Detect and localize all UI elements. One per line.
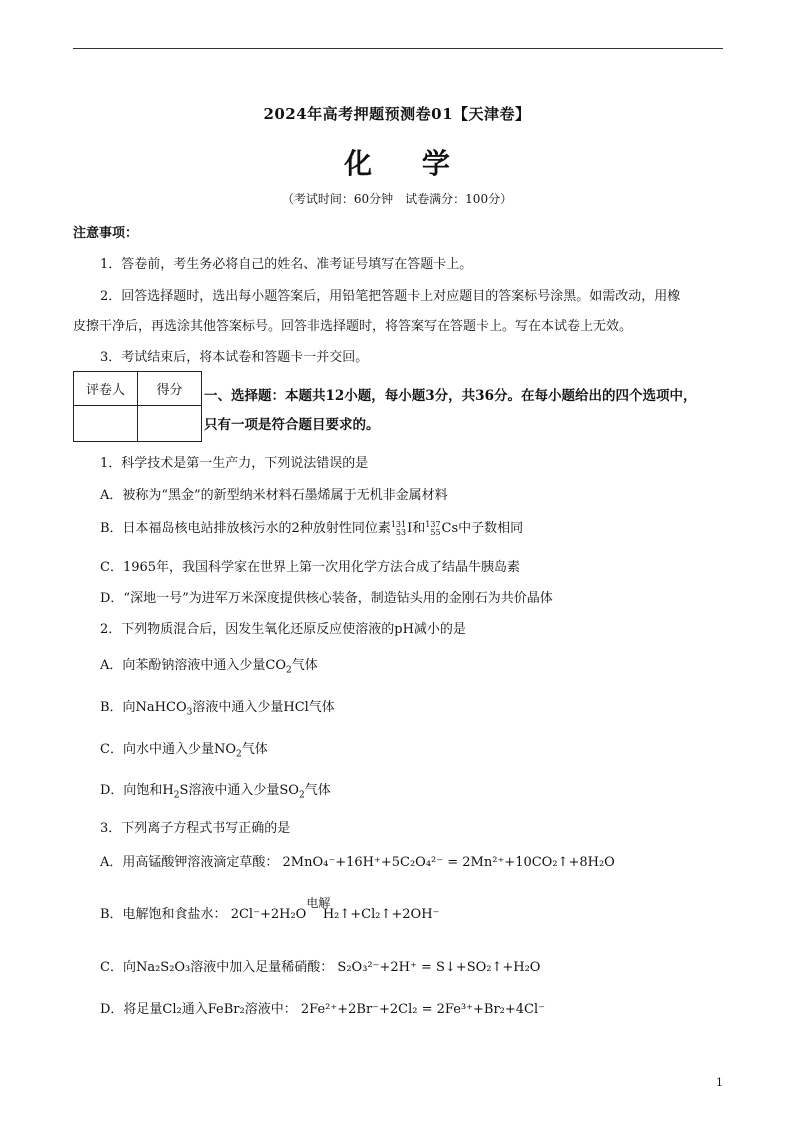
cesium-number: 55 [430,527,441,537]
cesium-mass: 137 [425,519,441,529]
q3-c-text: C．向Na₂S₂O₃溶液中加入足量稀硝酸： [100,960,334,975]
q2-d-mid: S溶液中通入少量SO [179,783,299,798]
q3-d-equation: 2Fe²⁺+2Br⁻+2Cl₂ = 2Fe³⁺+Br₂+4Cl⁻ [300,1002,545,1017]
q2-d-post: 气体 [304,783,331,798]
exam-title: 2024年高考押题预测卷01【天津卷】 [263,105,531,123]
q2-a-text: A．向苯酚钠溶液中通入少量CO [100,658,286,673]
question-1-option-d: D．“深地一号”为进军万米深度提供核心装备，制造钻头用的金刚石为共价晶体 [100,591,553,606]
page-number: 1 [716,1076,723,1089]
q3-b-right: H₂↑+Cl₂↑+2OH⁻ [322,907,440,922]
question-3-option-c [100,956,540,975]
q2-b-sub: 3 [186,707,193,718]
question-2-option-a [100,654,318,676]
question-3-option-b [100,896,440,922]
section-heading-line2: 只有一项是符合题目要求的。 [204,417,380,433]
notes-heading: 注意事项： [73,226,139,241]
q1-b-text: B．日本福岛核电站排放核污水的2种放射性同位素 [100,521,391,536]
top-rule [73,48,723,49]
question-2-option-d [100,779,331,801]
q2-b-text: B．向NaHCO [100,700,187,715]
q2-c-post: 气体 [241,742,268,757]
note-item-3: 3．考试结束后，将本试卷和答题卡一并交回。 [100,350,369,365]
q2-b-post: 溶液中通入少量HCl气体 [192,700,335,715]
exam-info: （考试时间：60分钟 试卷满分：100分） [281,192,513,206]
q2-d-sub2: 2 [298,790,305,801]
question-1-option-b [100,517,523,537]
question-2-option-c [100,738,268,760]
question-3-option-a [100,851,615,870]
q3-c-equation: S₂O₃²⁻+2H⁺ = S↓+SO₂↑+H₂O [337,960,541,975]
note-item-2-cont: 皮擦干净后，再选涂其他答案标号。回答非选择题时，将答案写在答题卡上。写在本试卷上无效。 [73,319,633,334]
q1-b-and: 和 [412,521,426,536]
q2-a-sub: 2 [286,665,292,676]
q1-b-post: 中子数相同 [458,521,524,536]
question-1-option-c: C．1965年，我国科学家在世界上第一次用化学方法合成了结晶牛胰岛素 [100,560,521,575]
iodine-isotope [391,521,406,537]
section-heading-line1: 一、选择题：本题共12小题，每小题3分，共36分。在每小题给出的四个选项中， [204,388,697,404]
q3-d-text: D．将足量Cl₂通入FeBr₂溶液中： [100,1002,297,1017]
iodine-symbol: I [407,521,413,536]
grader-header: 评卷人 [74,372,138,406]
note-item-2: 2．回答选择题时，选出每小题答案后，用铅笔把答题卡上对应题目的答案标号涂黑。如需改动，用橡 [100,289,681,304]
question-1-option-a: A．被称为“黑金”的新型纳米材料石墨烯属于无机非金属材料 [100,488,448,503]
q3-a-text: A．用高锰酸钾溶液滴定草酸： [100,855,279,870]
cesium-symbol: Cs [441,521,459,536]
grader-cell[interactable] [74,406,138,442]
q3-b-condition: 电解 [306,896,331,910]
q3-b-text: B．电解饱和食盐水： [100,907,227,922]
iodine-mass: 131 [390,519,407,529]
note-item-1: 1．答卷前，考生务必将自己的姓名、准考证号填写在答题卡上。 [100,257,473,272]
question-2-option-b [100,696,335,718]
q3-a-equation: 2MnO₄⁻+16H⁺+5C₂O₄²⁻ = 2Mn²⁺+10CO₂↑+8H₂O [282,855,615,870]
question-2-stem: 2．下列物质混合后，因发生氧化还原反应使溶液的pH减小的是 [100,622,466,637]
q2-a-post: 气体 [291,658,318,673]
subject-title: 化 学 [344,147,470,180]
question-3-option-d [100,998,545,1017]
cesium-isotope [425,521,440,537]
q2-c-text: C．向水中通入少量NO [100,742,236,757]
iodine-number: 53 [395,527,407,537]
q2-d-sub: 2 [173,790,180,801]
q3-b-left: 2Cl⁻+2H₂O [230,907,307,922]
q2-d-text: D．向饱和H [100,783,174,798]
score-cell[interactable] [138,406,202,442]
question-1-stem: 1．科学技术是第一生产力，下列说法错误的是 [100,456,369,471]
q2-c-sub: 2 [235,749,242,760]
question-3-stem: 3．下列离子方程式书写正确的是 [100,821,291,836]
score-table [73,371,202,442]
q3-b-condition-arrow [306,896,331,922]
score-header: 得分 [138,372,202,406]
